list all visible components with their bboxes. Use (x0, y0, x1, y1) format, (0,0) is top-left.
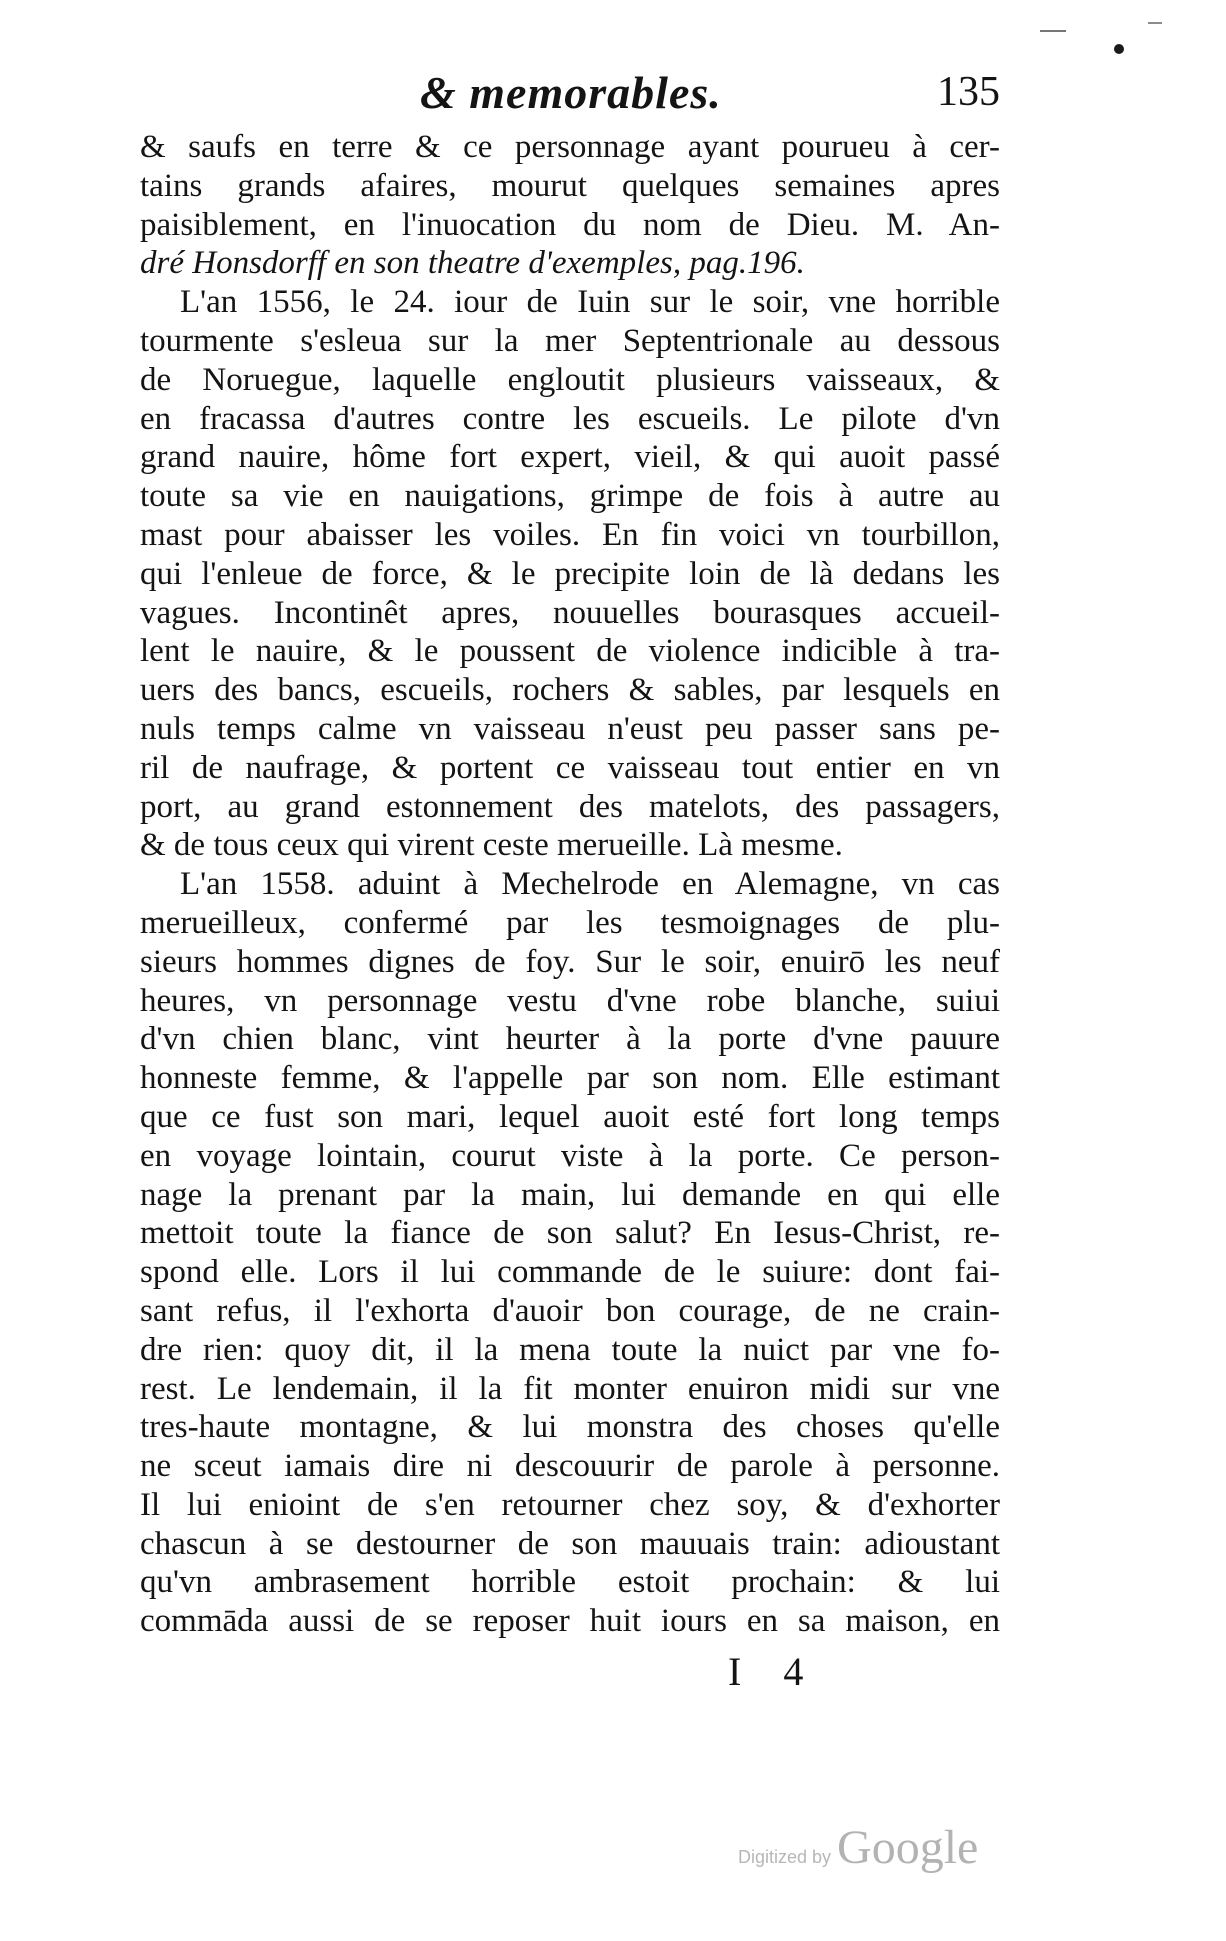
text-line: qu'vn ambrasement horrible estoit prochain: & lui (140, 1564, 1000, 1601)
text-line: mast pour abaisser les voiles. En fin voici vn tourbillon, (140, 516, 1000, 553)
signature-mark: I 4 (728, 1649, 820, 1694)
text-line: & saufs en terre & ce personnage ayant pourueu à cer- (140, 129, 1000, 165)
running-head: & memorables. (420, 67, 722, 118)
text-line: chascun à se destourner de son mauuais train: adioustant (140, 1525, 1000, 1562)
text-line: spond elle. Lors il lui commande de le suiure: dont fai- (140, 1254, 1000, 1291)
text-line: uers des bancs, escueils, rochers & sables, par lesquels en (140, 672, 1000, 709)
text-line: L'an 1558. aduint à Mechelrode en Alemagne, vn cas (180, 866, 1000, 903)
text-line: rest. Le lendemain, il la fit monter enuiron midi sur vne (140, 1370, 1000, 1407)
ink-mark (1114, 44, 1124, 54)
text-line: merueilleux, confermé par les tesmoignages de plu- (140, 904, 1000, 941)
text-line: & de tous ceux qui virent ceste merueille. Là mesme. (140, 827, 843, 864)
page-header (140, 66, 1000, 124)
text-line: ne sceut iamais dire ni descouurir de parole à personne. (140, 1448, 1000, 1485)
text-line: heures, vn personnage vestu d'vne robe blanche, suiui (140, 982, 1000, 1019)
text-line: Il lui enioint de s'en retourner chez soy, & d'exhorter (140, 1486, 1000, 1523)
digitized-watermark (738, 1820, 978, 1880)
text-line: tourmente s'esleua sur la mer Septentrionale au dessous (140, 322, 1000, 359)
text-line: toute sa vie en nauigations, grimpe de fois à autre au (140, 478, 1000, 515)
text-line: dré Honsdorff en son theatre d'exemples, pag.196. (140, 245, 805, 282)
text-line: commāda aussi de se reposer huit iours en sa maison, en (140, 1603, 1000, 1640)
text-line: vagues. Incontinêt apres, nouuelles bourasques accueil- (140, 594, 1000, 631)
text-line: dre rien: quoy dit, il la mena toute la nuict par vne fo- (140, 1331, 1000, 1368)
page-number: 135 (937, 69, 1000, 115)
text-line: de Noruegue, laquelle engloutit plusieurs vaisseaux, & (140, 361, 1000, 398)
text-line: ril de naufrage, & portent ce vaisseau tout entier en vn (140, 749, 1000, 786)
text-line: L'an 1556, le 24. iour de Iuin sur le soir, vne horrible (180, 284, 1000, 321)
text-line: que ce fust son mari, lequel auoit esté fort long temps (140, 1098, 1000, 1135)
text-line: mettoit toute la fiance de son salut? En Iesus-Christ, re- (140, 1215, 1000, 1252)
text-line: port, au grand estonnement des matelots, des passagers, (140, 788, 1000, 825)
text-line: tres-haute montagne, & lui monstra des choses qu'elle (140, 1409, 1000, 1446)
text-line: grand nauire, hôme fort expert, vieil, & qui auoit passé (140, 439, 1000, 476)
text-line: honneste femme, & l'appelle par son nom. Elle estimant (140, 1060, 1000, 1097)
text-line: en voyage lointain, courut viste à la porte. Ce person- (140, 1137, 1000, 1174)
google-logo: Google (837, 1821, 979, 1874)
text-line: d'vn chien blanc, vint heurter à la porte d'vne pauure (140, 1021, 1000, 1058)
text-line: paisiblement, en l'inuocation du nom de Dieu. M. An- (140, 206, 1000, 243)
text-line: sieurs hommes dignes de foy. Sur le soir, enuirō les neuf (140, 943, 1000, 980)
text-line: qui l'enleue de force, & le precipite loin de là dedans les (140, 555, 1000, 592)
text-line: nuls temps calme vn vaisseau n'eust peu passer sans pe- (140, 710, 1000, 747)
text-line: en fracassa d'autres contre les escueils. Le pilote d'vn (140, 400, 1000, 437)
ink-mark (1148, 22, 1162, 24)
text-line: tains grands afaires, mourut quelques semaines apres (140, 167, 1000, 204)
body-text (140, 128, 1000, 1641)
text-line: nage la prenant par la main, lui demande en qui elle (140, 1176, 1000, 1213)
ink-mark (1040, 30, 1066, 32)
digitized-by-label: Digitized by (738, 1847, 832, 1867)
text-line: sant refus, il l'exhorta d'auoir bon courage, de ne crain- (140, 1292, 1000, 1329)
text-line: lent le nauire, & le poussent de violence indicible à tra- (140, 633, 1000, 670)
